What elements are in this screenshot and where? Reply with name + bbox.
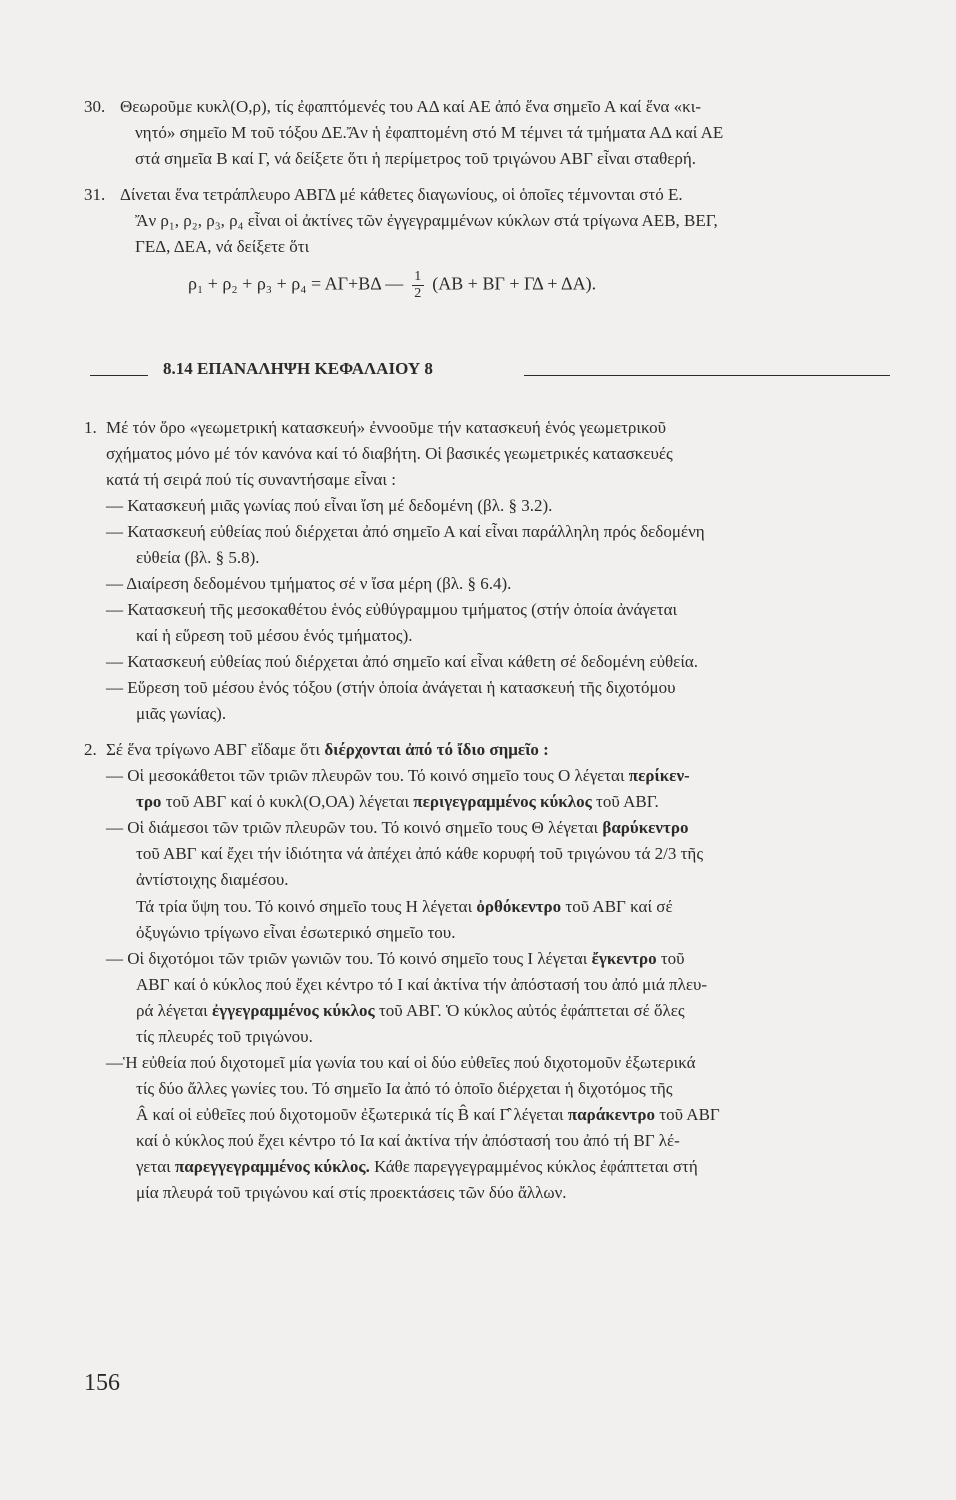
item-1-line-10: — Κατασκευή εὐθείας πού διέρχεται ἀπό σημεῖο καί εἶναι κάθετη σέ δεδομένη εὐθεία. xyxy=(106,652,699,671)
problem-31-line-1: Δίνεται ἕνα τετράπλευρο ΑΒΓΔ μέ κάθετες διαγωνίους, οἱ ὁποῖες τέμνονται στό Ε. xyxy=(120,185,683,204)
item-1-line-2: σχήματος μόνο μέ τόν κανόνα καί τό διαβήτη. Οἱ βασικές γεωμετρικές κατασκευές xyxy=(106,444,673,463)
item-1-line-6: εὐθεία (βλ. § 5.8). xyxy=(136,548,260,567)
item-1-line-8: — Κατασκευή τῆς μεσοκαθέτου ἑνός εὐθύγραμμου τμήματος (στήν ὁποία ἀνάγεται xyxy=(106,600,678,619)
item-2-line-14: τίς δύο ἄλλες γωνίες του. Τό σημεῖο Ια ἀπό τό ὁποῖο διέρχεται ἡ διχοτόμος τῆς xyxy=(136,1079,673,1098)
item-2-line-16: καί ὁ κύκλος πού ἔχει κέντρο τό Ια καί ἀκτίνα τήν ἀπόστασή του ἀπό τή ΒΓ λέ- xyxy=(136,1131,680,1150)
item-1-line-12: μιᾶς γωνίας). xyxy=(136,704,227,723)
problem-30-number: 30. xyxy=(84,97,106,116)
item-2-line-9: — Οἱ διχοτόμοι τῶν τριῶν γωνιῶν του. Τό κοινό σημεῖο τους Ι λέγεται ἔγκεντρο τοῦ xyxy=(106,949,685,968)
item-2-number: 2. xyxy=(84,740,97,759)
item-2-line-1: Σέ ἕνα τρίγωνο ΑΒΓ εἴδαμε ὅτι διέρχονται ἀπό τό ἴδιο σημεῖο : xyxy=(106,740,549,759)
item-2-line-17: γεται παρεγγεγραμμένος κύκλος. Κάθε παρεγγεγραμμένος κύκλος ἐφάπτεται στή xyxy=(136,1157,698,1176)
item-2-line-8: ὀξυγώνιο τρίγωνο εἶναι ἐσωτερικό σημεῖο του. xyxy=(136,923,456,942)
item-2-line-12: τίς πλευρές τοῦ τριγώνου. xyxy=(136,1027,313,1046)
item-1-line-7: — Διαίρεση δεδομένου τμήματος σέ ν ἴσα μέρη (βλ. § 6.4). xyxy=(106,574,512,593)
item-2-line-7: Τά τρία ὕψη του. Τό κοινό σημεῖο τους Η λέγεται ὀρθόκεντρο τοῦ ΑΒΓ καί σέ xyxy=(136,897,673,916)
item-2-line-2: — Οἱ μεσοκάθετοι τῶν τριῶν πλευρῶν του. Τό κοινό σημεῖο τους Ο λέγεται περίκεν- xyxy=(106,766,690,785)
item-2-line-13: —Ἡ εὐθεία πού διχοτομεῖ μία γωνία του καί οἱ δύο εὐθεῖες πού διχοτομοῦν ἐξωτερικά xyxy=(106,1053,696,1072)
section-heading: 8.14 ΕΠΑΝΑΛΗΨΗ ΚΕΦΑΛΑΙΟΥ 8 xyxy=(163,359,433,378)
heading-rule-left xyxy=(90,375,148,376)
item-2-line-11: ρά λέγεται ἐγγεγραμμένος κύκλος τοῦ ΑΒΓ. Ὁ κύκλος αὐτός ἐφάπτεται σέ ὅλες xyxy=(136,1001,685,1020)
item-2-line-18: μία πλευρά τοῦ τριγώνου καί στίς προεκτάσεις τῶν δύο ἄλλων. xyxy=(136,1183,567,1202)
item-2-line-4: — Οἱ διάμεσοι τῶν τριῶν πλευρῶν του. Τό κοινό σημεῖο τους Θ λέγεται βαρύκεντρο xyxy=(106,818,689,837)
formula-left: ρ₁ + ρ₂ + ρ₃ + ρ₄ = ΑΓ+ΒΔ — xyxy=(188,273,404,294)
problem-30-line-3: στά σημεῖα Β καί Γ, νά δείξετε ὅτι ἡ περίμετρος τοῦ τριγώνου ΑΒΓ εἶναι σταθερή. xyxy=(135,149,696,168)
item-2-line-3: τρο τοῦ ΑΒΓ καί ὁ κυκλ(Ο,ΟΑ) λέγεται περιγεγραμμένος κύκλος τοῦ ΑΒΓ. xyxy=(136,792,659,811)
fraction-denominator: 2 xyxy=(414,286,422,301)
problem-30-line-1: Θεωροῦμε κυκλ(Ο,ρ), τίς ἐφαπτόμενές του ΑΔ καί ΑΕ ἀπό ἕνα σημεῖο Α καί ἕνα «κι- xyxy=(120,97,701,116)
item-2-line-10: ΑΒΓ καί ὁ κύκλος πού ἔχει κέντρο τό Ι καί ἀκτίνα τήν ἀπόστασή του ἀπό μιά πλευ- xyxy=(136,975,708,994)
fraction-one-half xyxy=(412,270,424,301)
heading-rule-right xyxy=(524,375,890,376)
item-2-line-6: ἀντίστοιχης διαμέσου. xyxy=(136,870,289,889)
item-2-line-15: Â καί οἱ εὐθεῖες πού διχοτομοῦν ἐξωτερικά τίς B̂ καί Γ̂ λέγεται παράκεντρο τοῦ ΑΒΓ xyxy=(136,1105,720,1124)
page-number: 156 xyxy=(84,1370,120,1396)
problem-30-line-2: νητό» σημεῖο Μ τοῦ τόξου ΔΕ.Ἄν ἡ ἐφαπτομένη στό Μ τέμνει τά τμήματα ΑΔ καί ΑΕ xyxy=(135,123,724,142)
problem-31-line-3: ΓΕΔ, ΔΕΑ, νά δείξετε ὅτι xyxy=(135,237,310,256)
radii-sum-formula xyxy=(188,270,596,301)
formula-right: (ΑΒ + ΒΓ + ΓΔ + ΔΑ). xyxy=(432,273,597,294)
item-1-line-11: — Εὕρεση τοῦ μέσου ἑνός τόξου (στήν ὁποία ἀνάγεται ἡ κατασκευή τῆς διχοτόμου xyxy=(106,678,676,697)
fraction-numerator: 1 xyxy=(414,269,422,284)
item-1-line-5: — Κατασκευή εὐθείας πού διέρχεται ἀπό σημεῖο Α καί εἶναι παράλληλη πρός δεδομένη xyxy=(106,522,705,541)
problem-31-line-2: Ἄν ρ₁, ρ₂, ρ₃, ρ₄ εἶναι οἱ ἀκτίνες τῶν ἐγγεγραμμένων κύκλων στά τρίγωνα ΑΕΒ, ΒΕΓ, xyxy=(135,211,718,230)
item-2-line-5: τοῦ ΑΒΓ καί ἔχει τήν ἰδιότητα νά ἀπέχει ἀπό κάθε κορυφή τοῦ τριγώνου τά 2/3 τῆς xyxy=(136,844,704,863)
item-1-line-3: κατά τή σειρά πού τίς συναντήσαμε εἶναι : xyxy=(106,470,396,489)
item-1-line-4: — Κατασκευή μιᾶς γωνίας πού εἶναι ἴση μέ δεδομένη (βλ. § 3.2). xyxy=(106,496,553,515)
problem-31-number: 31. xyxy=(84,185,106,204)
item-1-line-1: Μέ τόν ὅρο «γεωμετρική κατασκευή» ἐννοοῦμε τήν κατασκευή ἑνός γεωμετρικοῦ xyxy=(106,418,667,437)
item-1-line-9: καί ἡ εὕρεση τοῦ μέσου ἑνός τμήματος). xyxy=(136,626,413,645)
item-1-number: 1. xyxy=(84,418,97,437)
